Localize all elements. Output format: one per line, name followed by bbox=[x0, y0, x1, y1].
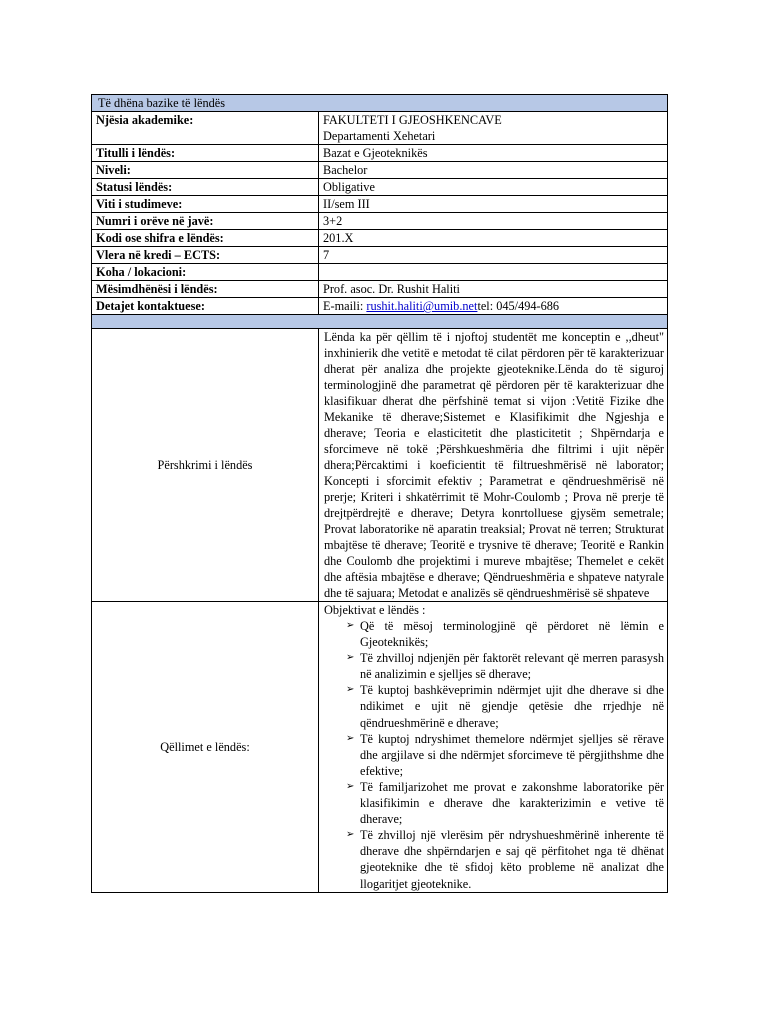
phone-number: tel: 045/494-686 bbox=[477, 299, 560, 313]
row-value: 201.X bbox=[319, 230, 668, 247]
divider-bar bbox=[92, 315, 668, 329]
table-row bbox=[92, 247, 668, 264]
email-prefix: E-maili: bbox=[323, 299, 367, 313]
arrow-bullet-icon: ➢ bbox=[346, 684, 355, 696]
row-label: Niveli: bbox=[92, 162, 319, 179]
table-row bbox=[92, 264, 668, 281]
objectives-label: Qëllimet e lëndës: bbox=[92, 602, 319, 893]
arrow-bullet-icon: ➢ bbox=[346, 829, 355, 841]
department-name: Departamenti Xehetari bbox=[323, 129, 436, 143]
objective-text: Të kuptoj ndryshimet themelore ndërmjet sjelljes së rërave dhe argjilave si dhe ndërmjet sforcimeve të përgjithshme dhe efektive; bbox=[360, 731, 665, 778]
description-row bbox=[92, 329, 668, 602]
list-item bbox=[324, 650, 664, 682]
description-text: Lënda ka për qëllim të i njoftoj studentët me konceptin e ,,dheut" inxhinierik dhe vetitë e metodat të cilat përdoren për të karakterizuar dherat për analiza dhe projekte gjeoteknike.Lënda do të siguroj terminologjinë dhe parametrat që përdoren për të karakterizuar dhe klasifikuar dherat dhe përfshinë temat si vijon :Vetitë Fizike dhe Mekanike të dherave;Sistemet e Klasifikimit dhe Ngjeshja e dherave; Teoria e elasticitetit dhe plasticitetit ; Shpërndarja e sforcimeve në tokë ;Përshkueshmëria dhe filtrimi i ujit nëpër dhera;Përcaktimi i koeficientit të filtrueshmërisë në laborator; Koncepti i sforcimit efektiv ; Parametrat e qëndrueshmërisë në prerje; Kriteri i shkatërrimit të Mohr-Coulomb ; Prova në prerje të drejtpërdrejtë e dherave; Detyra konrtolluese gjysëm semetrale; Provat laboratorike në aparatin treaksial; Provat në terren; Strukturat mbajtëse të dherave; Teoritë e trysnive të dherave; Teoritë e Rankin dhe Coulomb dhe projektimi i mureve mbajtëse; Themelet e cekët dhe aftësia mbajtëse e dherave; Qëndrueshmëria e shpateve natyrale dhe të sajuara; Metodat e analizës së qëndrueshmërisë së shpateve bbox=[319, 329, 668, 602]
objectives-title: Objektivat e lëndës : bbox=[324, 603, 426, 617]
table-row bbox=[92, 162, 668, 179]
objective-text: Të familjarizohet me provat e zakonshme laboratorike për klasifikimin e dherave dhe karakterizimin e vetive të dherave; bbox=[360, 779, 665, 827]
section-divider bbox=[92, 315, 668, 329]
row-label: Numri i orëve në javë: bbox=[92, 213, 319, 230]
list-item bbox=[324, 682, 664, 730]
objectives-cell bbox=[319, 602, 668, 893]
row-value: Bazat e Gjeoteknikës bbox=[319, 145, 668, 162]
list-item bbox=[324, 731, 664, 779]
table-row bbox=[92, 196, 668, 213]
table-row bbox=[92, 145, 668, 162]
table-row bbox=[92, 230, 668, 247]
arrow-bullet-icon: ➢ bbox=[346, 620, 355, 631]
faculty-name: FAKULTETI I GJEOSHKENCAVE bbox=[323, 113, 502, 127]
row-label: Njësia akademike: bbox=[92, 112, 319, 145]
objective-text: Që të mësoj terminologjinë që përdoret në lëmin e Gjeoteknikës; bbox=[360, 619, 665, 650]
list-item bbox=[324, 618, 664, 650]
row-label: Vlera në kredi – ECTS: bbox=[92, 247, 319, 264]
row-label: Detajet kontaktuese: bbox=[92, 298, 319, 315]
table-row bbox=[92, 112, 668, 145]
contact-value bbox=[319, 298, 668, 315]
course-info-table bbox=[91, 94, 668, 893]
table-row bbox=[92, 179, 668, 196]
list-item bbox=[324, 779, 664, 827]
row-value: Prof. asoc. Dr. Rushit Haliti bbox=[319, 281, 668, 298]
table-row bbox=[92, 213, 668, 230]
row-value: II/sem III bbox=[319, 196, 668, 213]
objective-text: Të zhvilloj një vlerësim për ndryshueshmërinë inherente të dherave dhe shpërndarjen e saj që përfitohet nga të dhënat gjeoteknike dhe të sfidoj këto probleme në analizat dhe llogaritjet gjeoteknike. bbox=[360, 828, 665, 891]
objective-text: Të zhvilloj ndjenjën për faktorët relevant që merren parasysh në analizimin e sjelljes së dherave; bbox=[360, 651, 665, 682]
email-link[interactable]: rushit.haliti@umib.net bbox=[366, 299, 478, 313]
row-value: Obligative bbox=[319, 179, 668, 196]
row-label: Viti i studimeve: bbox=[92, 196, 319, 213]
table-header: Të dhëna bazike të lëndës bbox=[92, 95, 668, 112]
objective-text: Të kuptoj bashkëveprimin ndërmjet ujit dhe dherave si dhe ndikimet e ujit në gjendje qetësie dhe rrjedhje në qëndrueshmërinë e dherave; bbox=[360, 683, 665, 730]
arrow-bullet-icon: ➢ bbox=[346, 652, 355, 664]
row-value: 3+2 bbox=[319, 213, 668, 230]
row-label: Koha / lokacioni: bbox=[92, 264, 319, 281]
table-row bbox=[92, 281, 668, 298]
description-label: Përshkrimi i lëndës bbox=[92, 329, 319, 602]
row-label: Kodi ose shifra e lëndës: bbox=[92, 230, 319, 247]
arrow-bullet-icon: ➢ bbox=[346, 732, 355, 744]
row-label: Statusi lëndës: bbox=[92, 179, 319, 196]
row-value bbox=[319, 112, 668, 145]
row-value: Bachelor bbox=[319, 162, 668, 179]
row-value bbox=[319, 264, 668, 281]
row-label: Mësimdhënësi i lëndës: bbox=[92, 281, 319, 298]
objectives-row bbox=[92, 602, 668, 893]
row-value: 7 bbox=[319, 247, 668, 264]
table-row-contact bbox=[92, 298, 668, 315]
arrow-bullet-icon: ➢ bbox=[346, 780, 355, 792]
list-item bbox=[324, 827, 664, 891]
row-label: Titulli i lëndës: bbox=[92, 145, 319, 162]
objectives-list bbox=[324, 618, 664, 892]
